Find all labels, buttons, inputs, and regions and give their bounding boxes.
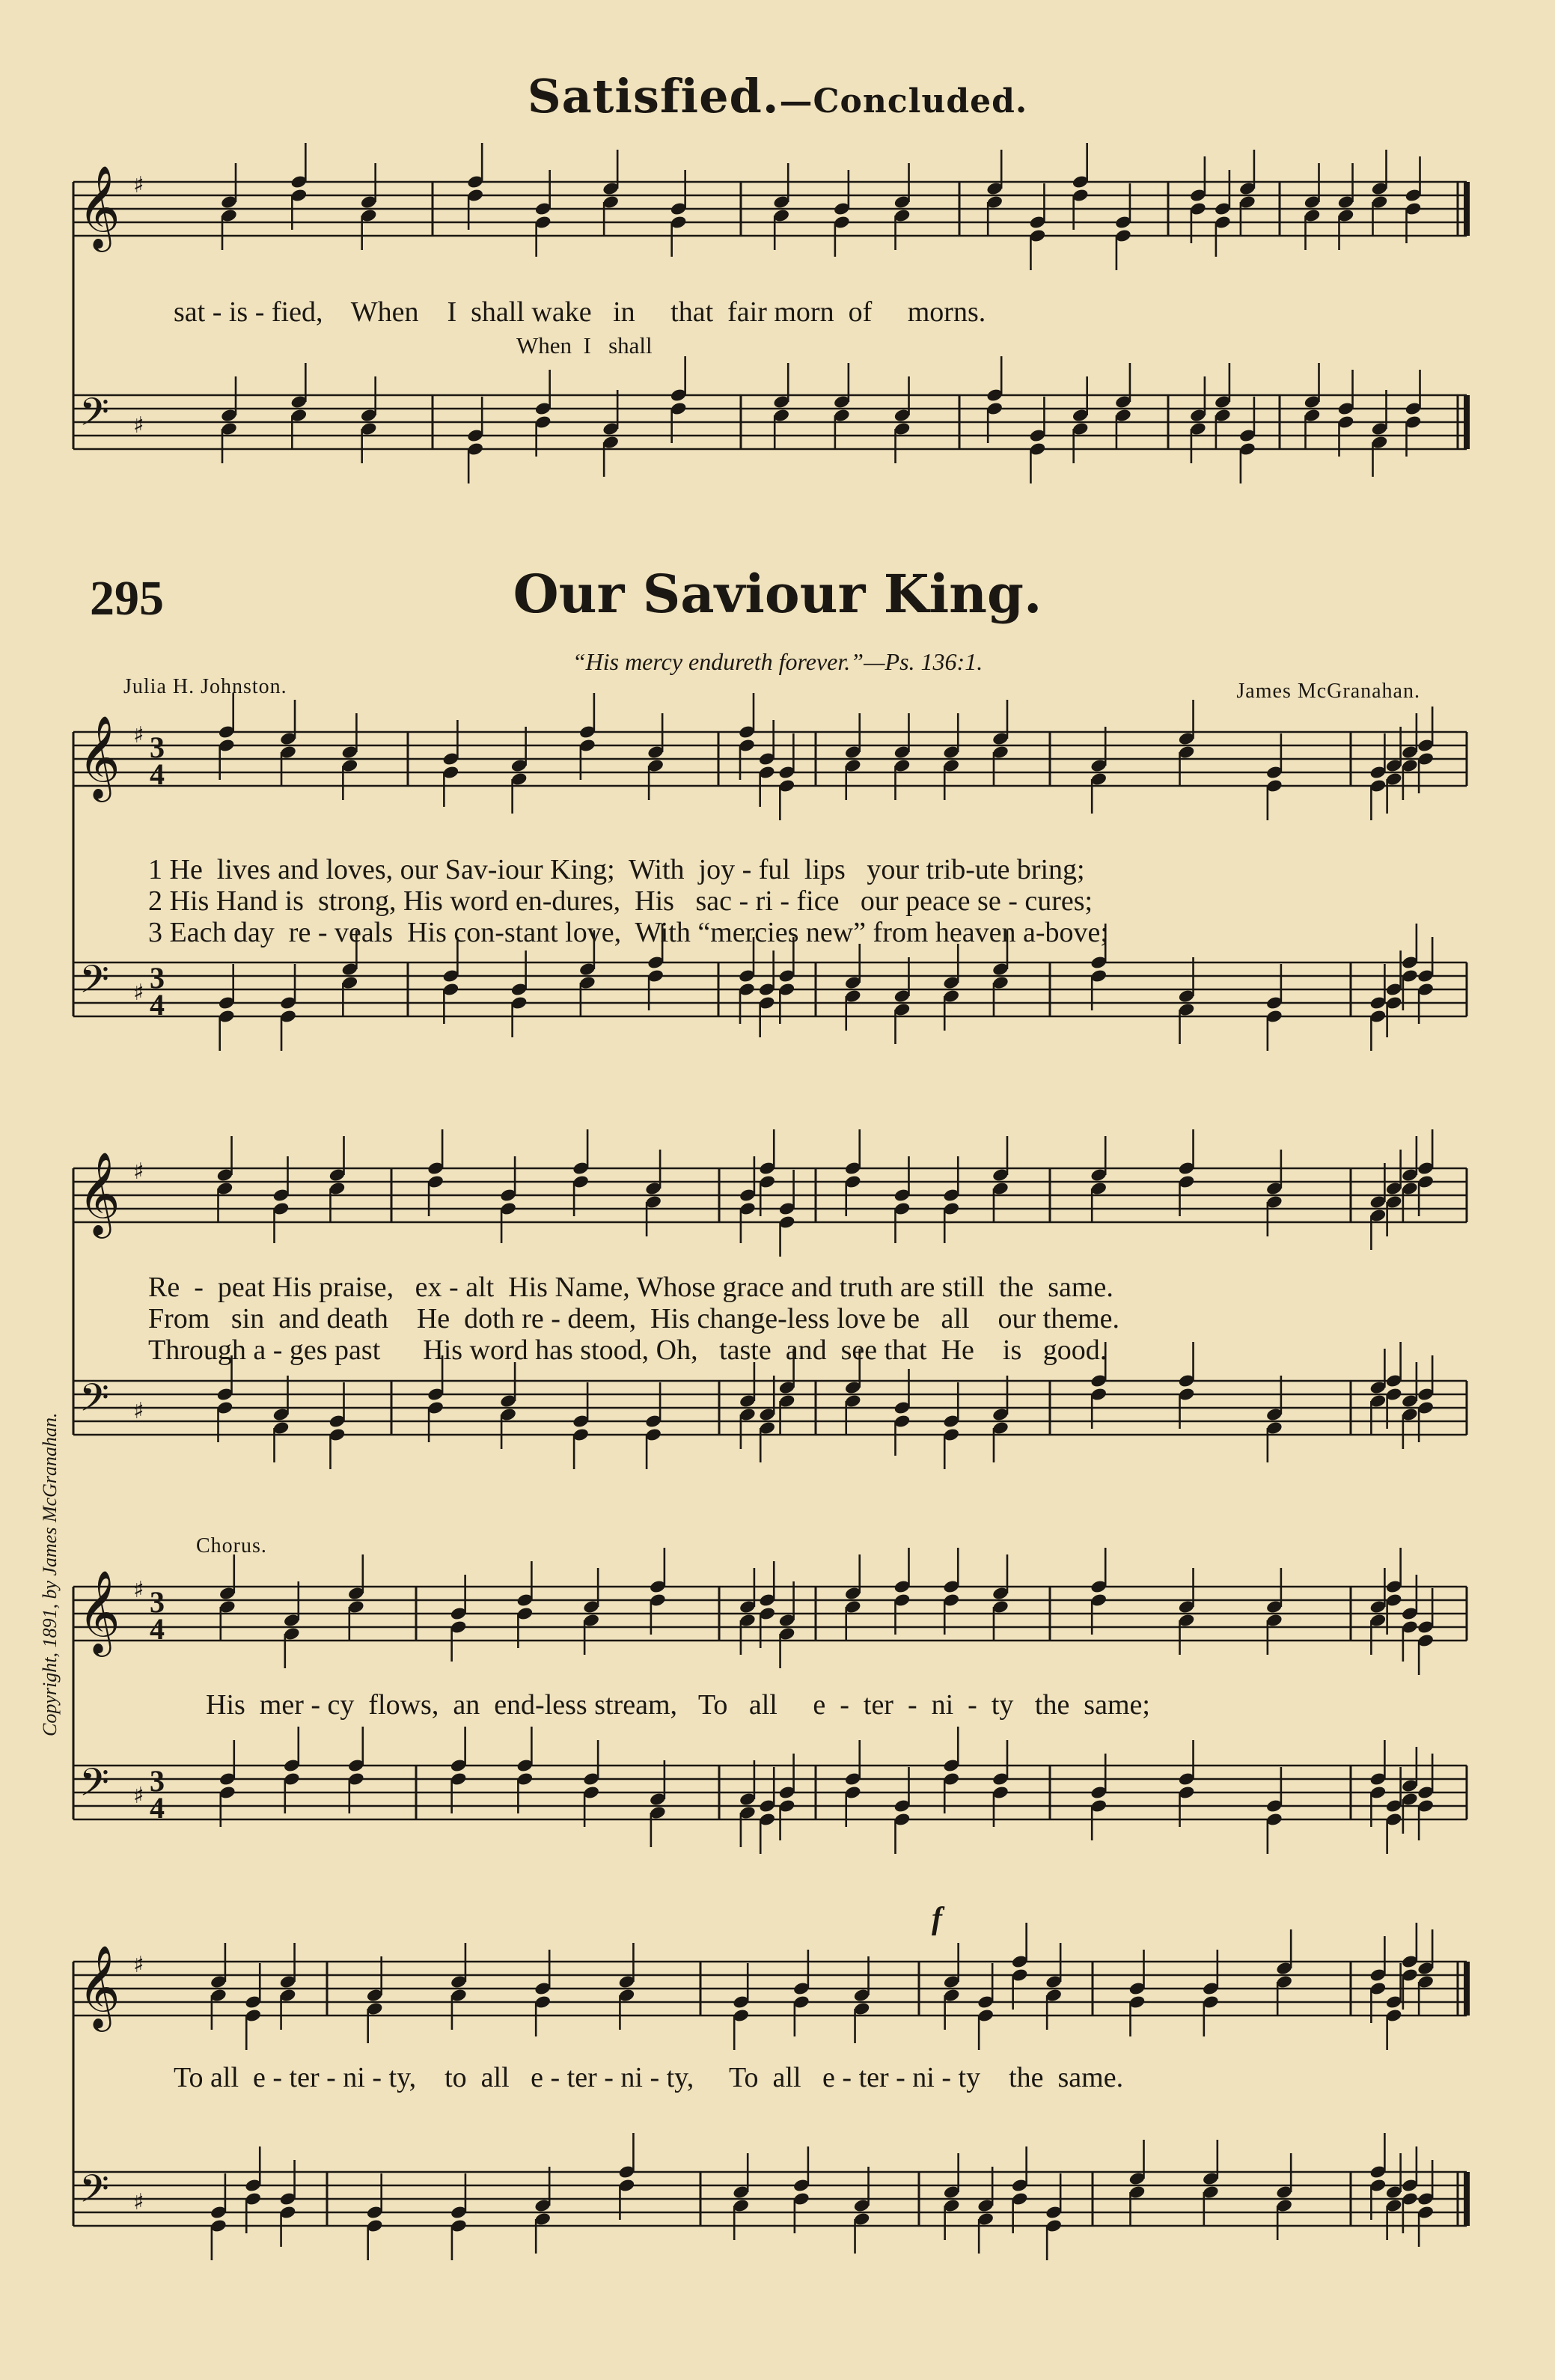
key-signature-sharp: ♯: [133, 1159, 144, 1185]
key-signature-sharp: ♯: [133, 1952, 144, 1978]
bass-clef: 𝄢: [79, 389, 109, 444]
treble-clef: 𝄞: [78, 1151, 120, 1235]
bass-staff: [73, 395, 1467, 449]
previous-hymn-title-text: Satisfied.: [527, 69, 780, 123]
verse-1-line-1: 1 He lives and loves, our Sav-iour King; With joy - ful lips your trib-ute bring;: [148, 854, 1085, 885]
key-signature-sharp: ♯: [133, 172, 144, 198]
copyright-notice: Copyright, 1891, by James McGranahan.: [39, 1412, 61, 1736]
verse-3-line-2: Through a - ges past His word has stood, Oh, taste and see that He is good.: [148, 1334, 1108, 1366]
time-signature-numerator: 3: [150, 1585, 165, 1619]
verse-2-line-2: From sin and death He doth re - deem, His change-less love be all our theme.: [148, 1303, 1119, 1334]
composer-credit: James McGranahan.: [1236, 680, 1420, 703]
concluded-label: —Concluded.: [779, 82, 1028, 120]
bass-clef: 𝄢: [79, 1760, 109, 1814]
time-signature-denominator: 4: [150, 757, 165, 791]
chorus-lyrics-1: His mer - cy flows, an end-less stream, To all e - ter - ni - ty the same;: [206, 1689, 1150, 1721]
chorus-label: Chorus.: [196, 1534, 267, 1557]
previous-hymn-bass-lyrics: When I shall: [516, 332, 653, 358]
forte-mark: f: [932, 1902, 942, 1936]
treble-staff: [73, 182, 1467, 236]
time-signature-denominator: 4: [150, 1612, 165, 1646]
treble-clef: 𝄞: [78, 1569, 120, 1653]
hymn-number: 295: [90, 571, 164, 626]
key-signature-sharp: ♯: [133, 1398, 144, 1424]
verse-2-line-1: 2 His Hand is strong, His word en-dures, His sac - ri - fice our peace se - cures;: [148, 885, 1093, 917]
previous-hymn-title: [0, 69, 1555, 123]
key-signature-sharp: ♯: [133, 412, 144, 439]
treble-clef: 𝄞: [78, 1944, 120, 2028]
treble-staff: [73, 1962, 1467, 2016]
bass-staff: [73, 1766, 1467, 1819]
treble-clef: 𝄞: [78, 715, 120, 799]
hymn-title: Our Saviour King.: [513, 563, 1042, 625]
key-signature-sharp: ♯: [133, 722, 144, 748]
bass-clef: 𝄢: [79, 1375, 109, 1429]
chorus-lyrics-2: To all e - ter - ni - ty, to all e - ter - ni - ty, To all e - ter - ni - ty the same.: [174, 2062, 1124, 2093]
verse-1-line-2: Re - peat His praise, ex - alt His Name, Whose grace and truth are still the same.: [148, 1272, 1113, 1303]
treble-clef: 𝄞: [78, 165, 120, 248]
key-signature-sharp: ♯: [133, 1577, 144, 1603]
time-signature-numerator: 3: [150, 730, 165, 764]
verse-3-line-1: 3 Each day re - veals His con-stant love, With “mercies new” from heaven a-bove;: [148, 917, 1108, 948]
time-signature-denominator: 4: [150, 988, 165, 1022]
time-signature-denominator: 4: [150, 1791, 165, 1825]
key-signature-sharp: ♯: [133, 980, 144, 1006]
time-signature-numerator: 3: [150, 1764, 165, 1798]
previous-hymn-lyrics: sat - is - fied, When I shall wake in that fair morn of morns.: [174, 296, 986, 328]
key-signature-sharp: ♯: [133, 2189, 144, 2215]
bass-clef: 𝄢: [79, 956, 109, 1011]
time-signature-numerator: 3: [150, 961, 165, 995]
scripture-epigraph: “His mercy endureth forever.”—Ps. 136:1.: [572, 648, 983, 675]
bass-clef: 𝄢: [79, 2166, 109, 2221]
key-signature-sharp: ♯: [133, 1783, 144, 1809]
lyricist-credit: Julia H. Johnston.: [123, 675, 287, 698]
